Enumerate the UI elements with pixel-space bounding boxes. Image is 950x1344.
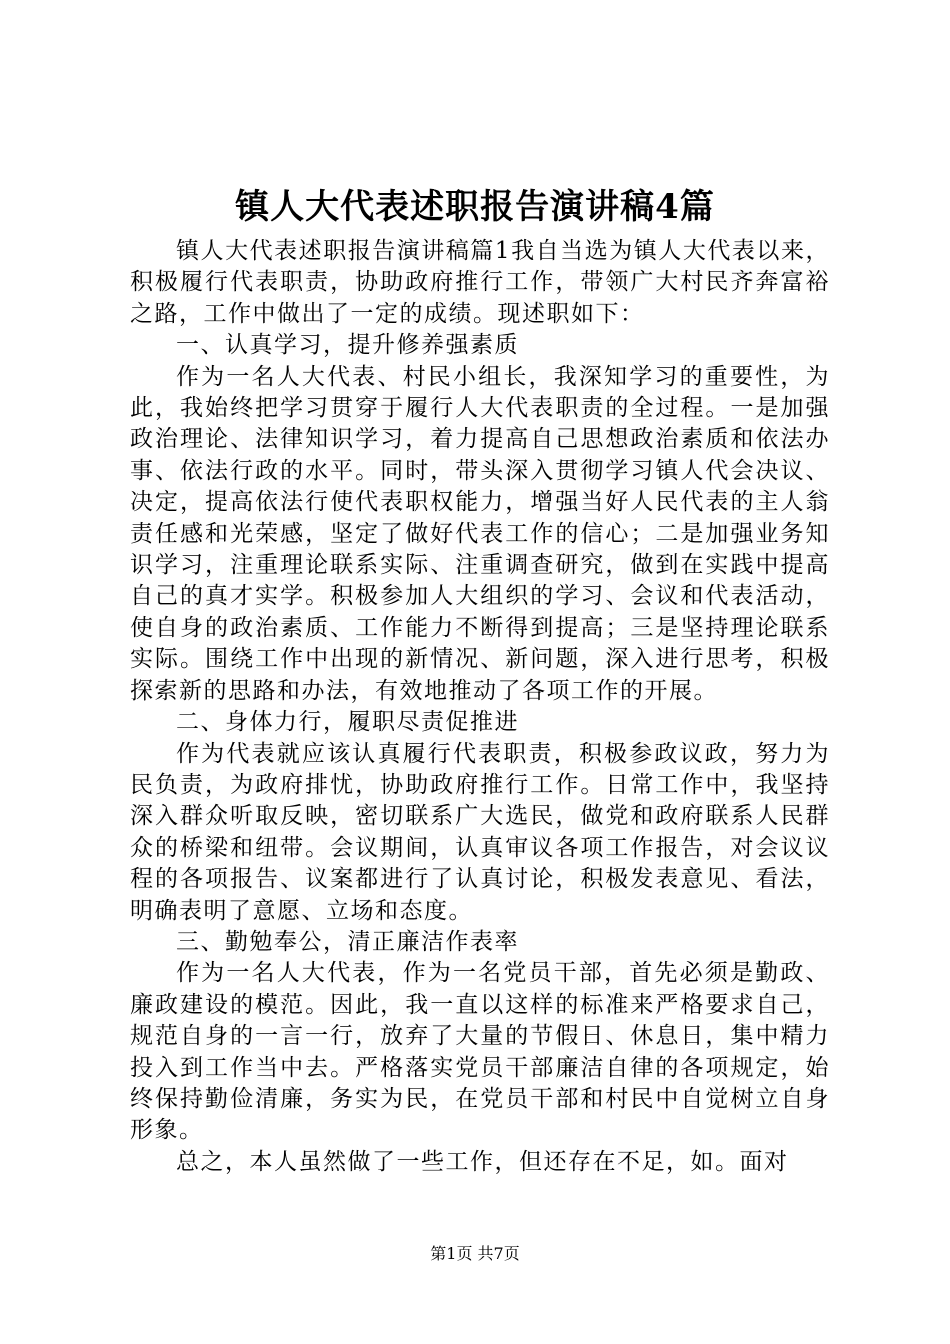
section-heading-2: 二、身体力行，履职尽责促推进 [176, 709, 519, 736]
paragraph-conclusion: 总之，本人虽然做了一些工作，但还存在不足，如。面对 [176, 1148, 789, 1175]
section-heading-1: 一、认真学习，提升修养强素质 [176, 332, 519, 359]
document-title: 镇人大代表述职报告演讲稿4篇 [235, 187, 715, 227]
section-heading-3: 三、勤勉奉公，清正廉洁作表率 [176, 928, 519, 955]
paragraph-intro: 镇人大代表述职报告演讲稿篇1我自当选为镇人大代表以来，积极履行代表职责，协助政府推行工作，带领广大村民齐奔富裕之路，工作中做出了一定的成绩。现述职如下： [130, 238, 830, 327]
paragraph-section-3: 作为一名人大代表，作为一名党员干部，首先必须是勤政、廉政建设的模范。因此，我一直以这样的标准来严格要求自己，规范自身的一言一行，放弃了大量的节假日、休息日，集中精力投入到工作当中去。严格落实党员干部廉洁自律的各项规定，始终保持勤俭清廉，务实为民，在党员干部和村民中自觉树立自身形象。 [130, 960, 830, 1144]
document-body [130, 236, 830, 1178]
page-number-footer: 第1页 共7页 [430, 1244, 520, 1263]
paragraph-section-2: 作为代表就应该认真履行代表职责，积极参政议政，努力为民负责，为政府排忧，协助政府推行工作。日常工作中，我坚持深入群众听取反映，密切联系广大选民，做党和政府联系人民群众的桥梁和纽带。会议期间，认真审议各项工作报告，对会议议程的各项报告、议案都进行了认真讨论，积极发表意见、看法，明确表明了意愿、立场和态度。 [130, 740, 830, 924]
paragraph-section-1: 作为一名人大代表、村民小组长，我深知学习的重要性，为此，我始终把学习贯穿于履行人大代表职责的全过程。一是加强政治理论、法律知识学习，着力提高自己思想政治素质和依法办事、依法行政的水平。同时，带头深入贯彻学习镇人代会决议、决定，提高依法行使代表职权能力，增强当好人民代表的主人翁责任感和光荣感，坚定了做好代表工作的信心；二是加强业务知识学习，注重理论联系实际、注重调查研究，做到在实践中提高自己的真才实学。积极参加人大组织的学习、会议和代表活动，使自身的政治素质、工作能力不断得到提高；三是坚持理论联系实际。围绕工作中出现的新情况、新问题，深入进行思考，积极探索新的思路和办法，有效地推动了各项工作的开展。 [130, 363, 830, 704]
